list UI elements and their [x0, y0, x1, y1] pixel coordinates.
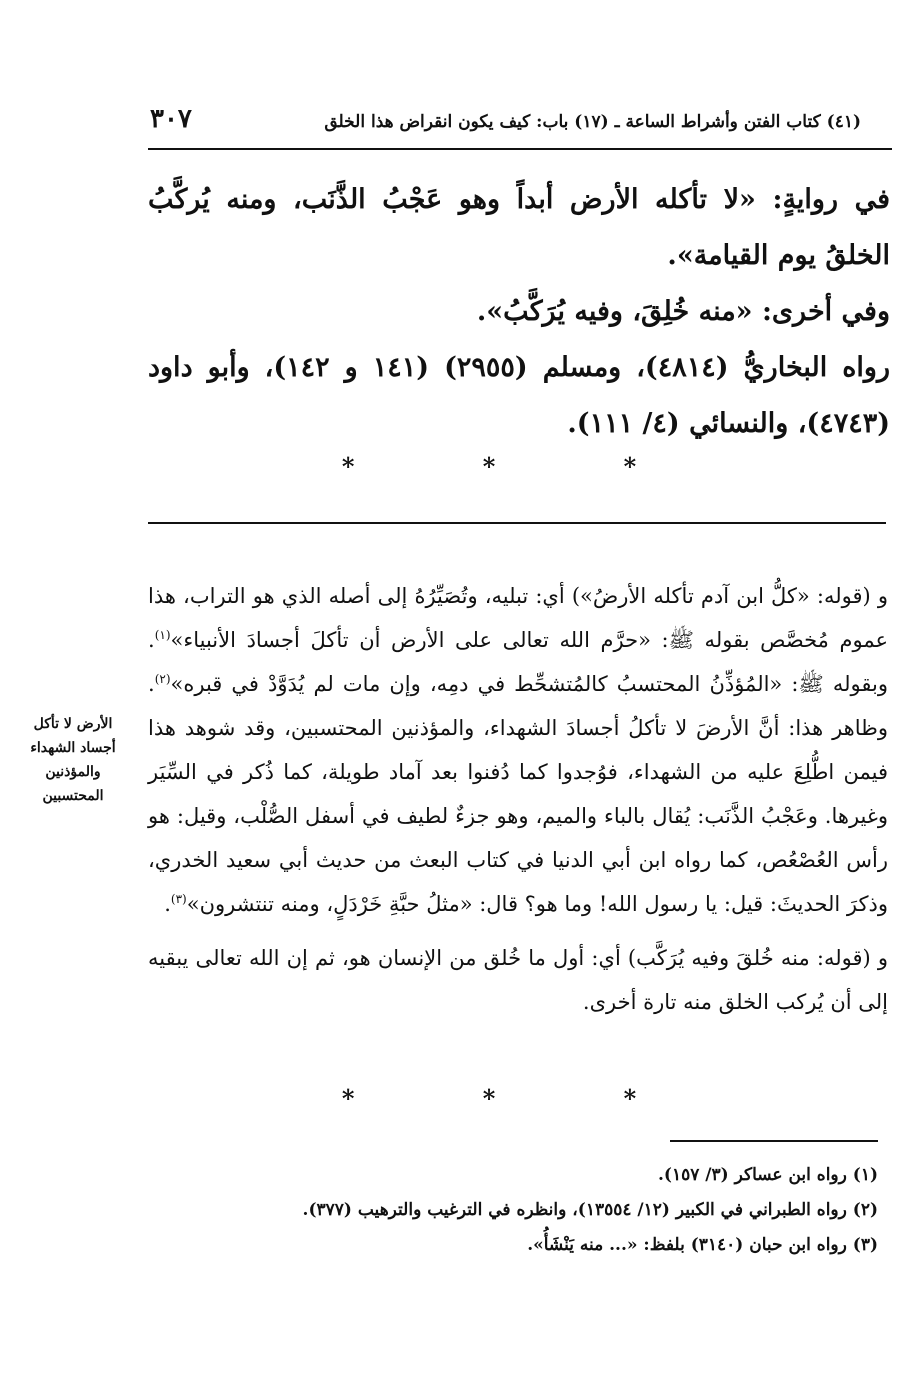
section-stars-top: * * * [341, 452, 697, 481]
footnote-ref-1[interactable]: (١) [154, 628, 171, 642]
running-header-title: (٤١) كتاب الفتن وأشراط الساعة ـ (١٧) باب: كيف يكون انقراض هذا الخلق [324, 112, 861, 132]
footnotes [200, 1158, 878, 1263]
marginal-note-line: أجساد الشهداء [30, 740, 116, 756]
commentary-paragraph-1 [148, 574, 888, 926]
hadith-sources: رواه البخاريُّ (٤٨١٤)، ومسلم (٢٩٥٥) (١٤١ و ١٤٢)، وأبو داود (٤٧٤٣)، والنسائي (٤/ ١١١). [148, 352, 890, 439]
marginal-note [8, 712, 138, 808]
commentary [148, 574, 888, 1024]
hadith-variant-1: في روايةٍ: «لا تأكله الأرض أبداً وهو عَجْبُ الذَّنَب، ومنه يُركَّبُ الخلقُ يوم القيامة». [148, 184, 890, 271]
section-divider [148, 522, 886, 524]
footnote-divider [670, 1140, 878, 1142]
footnote-1: (١) رواه ابن عساكر (٣/ ١٥٧). [657, 1165, 878, 1185]
marginal-note-line: والمؤذنين [45, 764, 101, 780]
commentary-text: . وبقوله ﷺ: «المُؤذِّنُ المحتسبُ كالمُتشحِّط في دمِه، وإن مات لم يُدَوَّدْ في قبره» [148, 628, 888, 696]
section-stars-bottom: * * * [341, 1084, 697, 1113]
marginal-note-line: الأرض لا تأكل [33, 716, 113, 732]
header-divider [148, 148, 892, 150]
hadith-text [148, 172, 890, 452]
commentary-text: و (قوله: «كلُّ ابن آدم تأكله الأرضُ») أي: تبليه، وتُصَيِّرُهُ إلى أصله الذي هو التراب، هذا عموم مُخصَّص بقوله ﷺ: «حرَّم الله تعالى على الأرض أن تأكلَ أجسادَ الأنبياء» [148, 584, 888, 652]
marginal-note-line: المحتسبين [42, 788, 104, 804]
commentary-paragraph-2: و (قوله: منه خُلقَ وفيه يُرَكَّب) أي: أول ما خُلق من الإنسان هو، ثم إن الله تعالى يبقيه إلى أن يُركب الخلق منه تارة أخرى. [148, 946, 888, 1014]
footnote-ref-3[interactable]: (٣) [170, 892, 187, 906]
hadith-variant-2: وفي أخرى: «منه خُلِقَ، وفيه يُرَكَّبُ». [476, 296, 890, 327]
footnote-ref-2[interactable]: (٢) [154, 672, 171, 686]
commentary-text: . [164, 892, 171, 916]
footnote-3: (٣) رواه ابن حبان (٣١٤٠) بلفظ: «... منه يَنْشَأُ». [527, 1235, 878, 1255]
commentary-text: . وظاهر هذا: أنَّ الأرضَ لا تأكلُ أجسادَ الشهداء، والمؤذنين المحتسبين، وقد شوهد هذا فيمن اطُّلِعَ عليه من الشهداء، فوُجدوا كما دُفنوا بعد آماد طويلة، كما ذُكر في السِّيَر وغيرها. وعَجْبُ الذَّنَب: يُقال بالباء والميم، وهو جزءٌ لطيف في أسفل الصُّلْب، وقيل: هو رأس العُصْعُص، كما رواه ابن أبي الدنيا في كتاب البعث من حديث أبي سعيد الخدري، وذكرَ الحديثَ: قيل: يا رسول الله! وما هو؟ قال: «مثلُ حبَّةِ خَرْدَلٍ، ومنه تنتشرون» [148, 672, 888, 916]
footnote-2: (٢) رواه الطبراني في الكبير (١٢/ ١٣٥٥٤)، وانظره في الترغيب والترهيب (٣٧٧). [302, 1200, 878, 1220]
page-number: ٣٠٧ [150, 104, 192, 134]
